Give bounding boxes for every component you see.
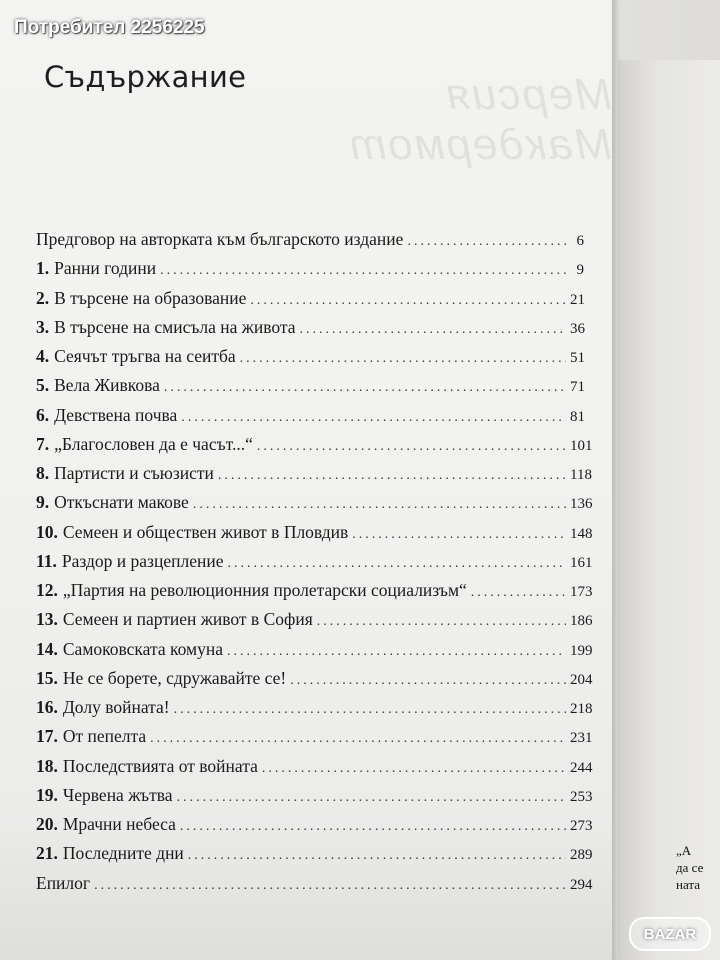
chapter-title: Предговор на авторката към българското издание [36,229,404,249]
dot-leader [250,293,566,309]
page-number: 136 [570,496,593,513]
chapter-number: 7. [36,433,50,454]
page-number: 101 [570,437,593,454]
toc-entry [36,258,584,287]
chapter-number: 9. [36,492,50,513]
toc-entry [36,609,593,638]
site-logo [628,914,712,954]
page-number: 81 [570,408,585,425]
chapter-number: 18. [36,755,58,776]
chapter-title: „Благословен да е часът...“ [54,433,253,454]
chapter-title: Долу войната! [62,697,170,717]
chapter-title: Раздор и разцепление [61,550,224,571]
toc-entry [36,697,593,726]
page-number: 218 [570,701,593,717]
page-number: 161 [570,554,593,571]
show-through-text: Мерсия Макдермот [347,70,612,169]
dot-leader [240,351,566,367]
chapter-number: 11. [36,550,57,571]
dot-leader [150,731,566,747]
page-number: 231 [570,730,593,747]
toc-entry [36,726,593,755]
chapter-number: 1. [36,258,50,279]
toc-entry [36,463,592,492]
page-number: 36 [570,320,585,337]
page-number: 204 [570,671,593,688]
dot-leader [160,263,566,279]
chapter-number: 10. [36,521,58,542]
facing-page-line: ната [676,877,701,892]
toc-entry [36,667,593,697]
chapter-number: 15. [36,667,58,688]
dot-leader [352,527,566,543]
toc-entry [36,550,593,580]
chapter-title: „Партия на революционния пролетарски социализъм“ [62,580,467,600]
uploader-watermark: Потребител 2256225 [14,17,205,38]
chapter-title: Ранни години [54,258,157,279]
toc-entry [36,433,593,463]
toc-entry [36,521,593,551]
page-number: 294 [570,876,593,893]
dot-leader [227,644,566,660]
toc-entry [36,492,593,521]
chapter-title: От пепелта [62,726,147,747]
chapter-title: Не се борете, сдружавайте се! [62,667,287,688]
chapter-title: Червена жътва [62,784,173,805]
page-number: 71 [570,379,585,396]
chapter-number: 3. [36,316,50,337]
chapter-title: В търсене на смисъла на живота [54,316,296,337]
chapter-number: 19. [36,784,58,805]
page-number: 199 [570,642,593,659]
dot-leader [227,556,566,572]
chapter-title: Вела Живкова [54,375,160,396]
chapter-title: Семеен и партиен живот в София [62,609,313,630]
chapter-title: Самоковската комуна [62,638,223,659]
dot-leader [300,322,566,338]
dot-leader [471,585,566,601]
page-number: 51 [570,350,585,366]
toc-entry [36,638,593,668]
dot-leader [317,614,566,630]
chapter-number: 13. [36,609,58,630]
toc-entry [36,814,593,843]
dot-leader [218,468,566,484]
logo-text: BAZAR [643,925,697,943]
dot-leader [257,439,566,455]
chapter-title: Девствена почва [54,404,178,425]
toc-entry [36,755,593,785]
page-number: 9 [576,262,584,279]
toc-entry [36,317,584,346]
page-number: 118 [570,467,592,483]
chapter-number: 5. [36,375,50,396]
chapter-title: Откъснати макове [54,492,189,513]
chapter-number: 6. [36,404,50,425]
chapter-title: Партисти и съюзисти [54,463,214,483]
chapter-number: 16. [36,697,58,717]
page-number: 253 [570,788,593,805]
chapter-number: 8. [36,463,50,483]
chapter-number: 2. [36,287,50,308]
toc-entry [36,375,584,404]
dot-leader [407,234,566,250]
table-of-contents [36,229,593,902]
facing-page-line: да се [676,860,704,875]
chapter-title: Мрачни небеса [62,814,176,834]
dot-leader [262,761,566,777]
page-number: 173 [570,584,593,600]
dot-leader [94,878,566,894]
chapter-number: 4. [36,346,50,366]
toc-entry [36,580,593,609]
dot-leader [188,848,566,864]
page-title: Съдържание [44,60,247,94]
toc-entry [36,843,593,872]
toc-entry [36,288,584,317]
chapter-number: 17. [36,726,58,747]
dot-leader [193,497,566,513]
toc-entry [36,872,593,902]
facing-page [618,60,720,960]
page-number: 273 [570,818,593,834]
chapter-title: Епилог [36,872,91,893]
chapter-number: 12. [36,580,58,600]
toc-entry [36,405,584,434]
chapter-title: Семеен и обществен живот в Пловдив [62,521,349,542]
dot-leader [181,410,566,426]
dot-leader [177,790,566,806]
chapter-title: Последствията от войната [62,755,258,776]
chapter-number: 21. [36,843,58,864]
page-number: 186 [570,613,593,630]
dot-leader [164,380,566,396]
chapter-title: Сеячът тръгва на сеитба [54,346,236,366]
chapter-title: Последните дни [62,843,184,864]
dot-leader [174,702,566,718]
page-edge [612,0,618,960]
chapter-number: 14. [36,638,58,659]
toc-entry [36,784,593,814]
page-number: 244 [570,759,593,776]
chapter-number: 20. [36,814,58,834]
page-number: 6 [576,233,584,249]
page-number: 289 [570,847,593,864]
chapter-title: В търсене на образование [54,287,247,308]
facing-page-text [676,842,703,893]
facing-page-line: „А [676,843,692,858]
toc-entry [36,229,584,258]
page-number: 21 [570,291,585,308]
page-number: 148 [570,525,593,542]
toc-entry [36,346,584,375]
dot-leader [180,819,566,835]
dot-leader [290,673,566,689]
